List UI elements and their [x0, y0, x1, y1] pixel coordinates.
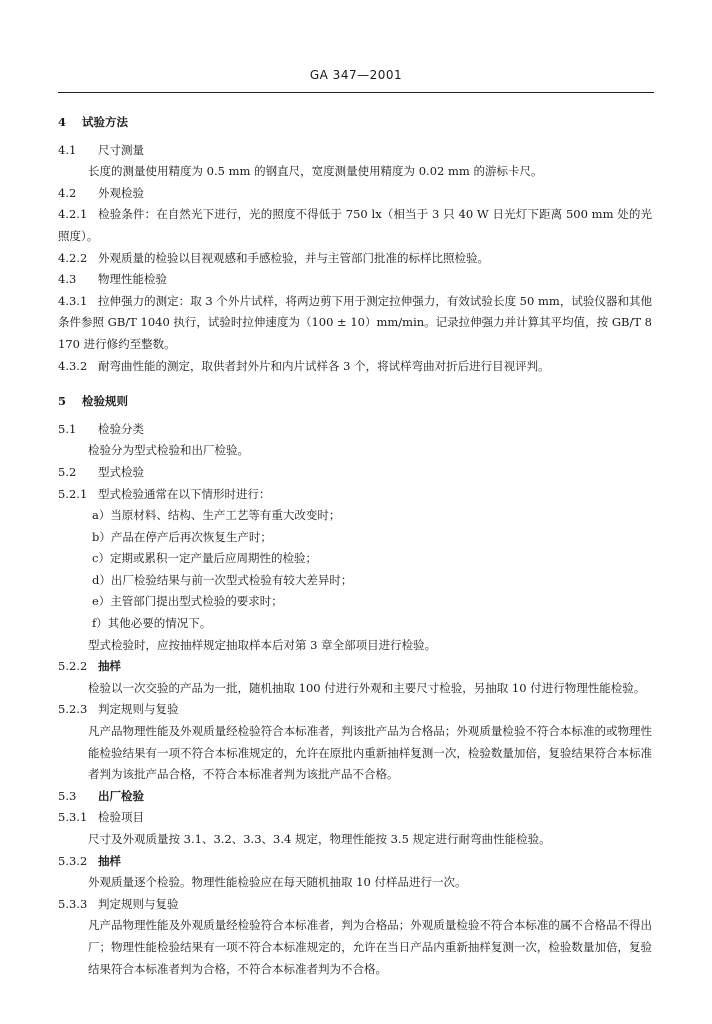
- clause-5-3-3-heading: [58, 894, 652, 916]
- clause-number: 5.2.1: [58, 486, 88, 501]
- subsection-title: 出厂检验: [98, 788, 144, 803]
- subsection-5-3-heading: [58, 786, 652, 808]
- paragraph-type-test-note: 型式检验时，应按抽样规定抽取样本后对第 3 章全部项目进行检验。: [88, 637, 437, 652]
- document-body: [58, 112, 652, 980]
- clause-number: 4.3.2: [58, 358, 88, 373]
- clause-4-2-2: [58, 248, 652, 270]
- clause-4-3-1: [58, 291, 652, 356]
- subsection-4-1-heading: [58, 140, 652, 162]
- subsection-number: 4.3: [58, 272, 77, 287]
- subsection-title: 尺寸测量: [98, 142, 144, 157]
- paragraph-4-1: 长度的测量使用精度为 0.5 mm 的钢直尺，宽度测量使用精度为 0.02 mm 的游标卡尺。: [88, 164, 543, 179]
- clause-5-2-3-heading: [58, 699, 652, 721]
- clause-text: 检验条件：在自然光下进行，光的照度不得低于 750 lx（相当于 3 只 40 W 日光灯下距离 500 mm 处的光照度）。: [58, 207, 652, 243]
- clause-5-3-2-heading: [58, 851, 652, 873]
- paragraph-5-3-1: 尺寸及外观质量按 3.1、3.2、3.3、3.4 规定，物理性能按 3.5 规定进行耐弯曲性能检验。: [88, 832, 551, 846]
- clause-number: 5.3.1: [58, 810, 88, 825]
- subsection-title: 型式检验: [98, 464, 144, 479]
- clause-number: 5.3.3: [58, 896, 88, 911]
- clause-number: 5.2.2: [58, 659, 88, 674]
- clause-5-2-2-heading: [58, 656, 652, 678]
- clause-5-2-1: [58, 484, 652, 506]
- clause-title: 检验项目: [98, 810, 144, 825]
- subsection-number: 4.1: [58, 142, 77, 157]
- clause-4-2-1: [58, 204, 652, 247]
- clause-title: 判定规则与复验: [98, 702, 179, 717]
- subsection-number: 4.2: [58, 185, 77, 200]
- subsection-4-3-heading: [58, 269, 652, 291]
- section-title: 检验规则: [82, 394, 128, 409]
- clause-5-3-1-heading: [58, 807, 652, 829]
- list-item: a）当原材料、结构、生产工艺等有重大改变时；: [92, 508, 341, 523]
- list-item: e）主管部门提出型式检验的要求时；: [92, 594, 283, 609]
- clause-4-3-2: [58, 356, 652, 378]
- clause-title: 抽样: [98, 853, 121, 868]
- clause-text: 型式检验通常在以下情形时进行：: [98, 486, 271, 501]
- standard-code-header: GA 347—2001: [309, 68, 403, 82]
- subsection-title: 外观检验: [98, 185, 144, 200]
- list-item: c）定期或累积一定产量后应周期性的检验；: [92, 551, 317, 566]
- list-item: d）出厂检验结果与前一次型式检验有较大差异时；: [92, 572, 353, 587]
- subsection-4-2-heading: [58, 183, 652, 205]
- paragraph-5-1: 检验分为型式检验和出厂检验。: [88, 443, 249, 458]
- list-item: b）产品在停产后再次恢复生产时；: [92, 529, 272, 544]
- subsection-title: 物理性能检验: [98, 272, 167, 287]
- paragraph-5-2-2: 检验以一次交验的产品为一批，随机抽取 100 付进行外观和主要尺寸检验，另抽取 10 付进行物理性能检验。: [88, 680, 646, 695]
- subsection-5-1-heading: [58, 419, 652, 441]
- subsection-title: 检验分类: [98, 421, 144, 436]
- clause-text: 拉伸强力的测定：取 3 个外片试样，将两边剪下用于测定拉伸强力，有效试验长度 50 mm，试验仪器和其他条件参照 GB/T 1040 执行，试验时拉伸速度为（100 ± 10）mm/min。记录拉伸强力并计算其平均值，按 GB/T 8170 进行修约至整数。: [58, 293, 652, 351]
- section-5-heading: [58, 391, 652, 413]
- section-title: 试验方法: [82, 115, 128, 129]
- clause-number: 4.2.1: [58, 207, 88, 222]
- clause-number: 5.3.2: [58, 853, 88, 868]
- list-item: f）其他必要的情况下。: [92, 616, 212, 631]
- header-rule: [58, 92, 654, 93]
- clause-number: 5.2.3: [58, 702, 88, 717]
- subsection-number: 5.1: [58, 421, 77, 436]
- subsection-number: 5.3: [58, 788, 77, 803]
- section-number: 4: [58, 115, 67, 129]
- paragraph-5-3-3: 凡产品物理性能及外观质量经检验符合本标准者，判为合格品；外观质量检验不符合本标准的属不合格品不得出厂；物理性能检验结果有一项不符合本标准规定的，允许在当日产品内重新抽样复测一次，检验数量加倍，复验结果符合本标准者判为合格，不符合本标准者判为不合格。: [88, 918, 652, 976]
- subsection-5-2-heading: [58, 462, 652, 484]
- paragraph-5-2-3: 凡产品物理性能及外观质量经检验符合本标准者，判该批产品为合格品；外观质量检验不符合本标准的或物理性能检验结果有一项不符合本标准规定的，允许在原批内重新抽样复测一次，检验数量加倍，复验结果符合本标准者判为该批产品合格，不符合本标准者判为该批产品不合格。: [88, 724, 652, 782]
- section-4-heading: [58, 112, 652, 134]
- section-number: 5: [58, 394, 67, 409]
- subsection-number: 5.2: [58, 464, 77, 479]
- clause-title: 判定规则与复验: [98, 896, 179, 911]
- clause-text: 耐弯曲性能的测定，取供者封外片和内片试样各 3 个，将试样弯曲对折后进行目视评判。: [98, 358, 550, 373]
- paragraph-5-3-2: 外观质量逐个检验。物理性能检验应在每天随机抽取 10 付样品进行一次。: [88, 875, 467, 890]
- clause-number: 4.3.1: [58, 293, 88, 308]
- clause-title: 抽样: [98, 659, 121, 674]
- clause-text: 外观质量的检验以目视观感和手感检验，并与主管部门批准的标样比照检验。: [98, 250, 489, 265]
- clause-number: 4.2.2: [58, 250, 88, 265]
